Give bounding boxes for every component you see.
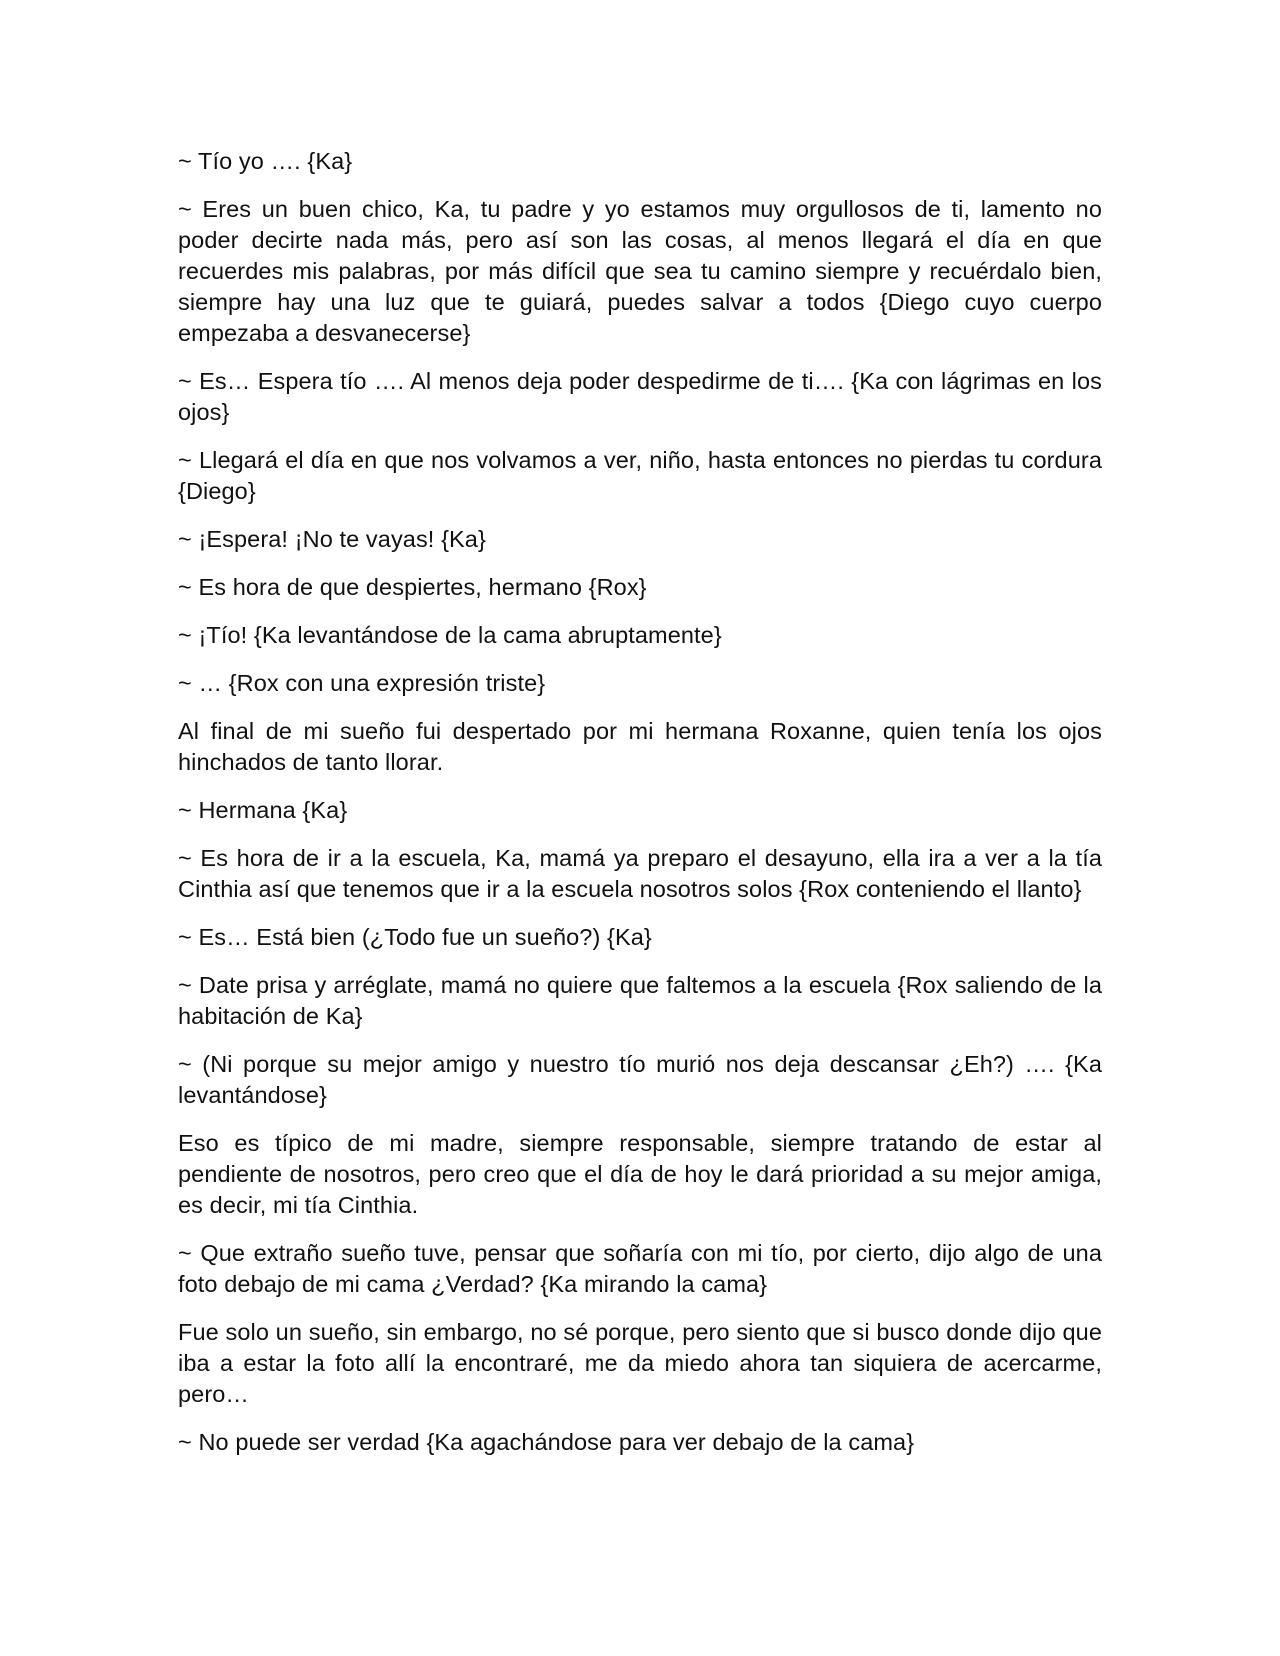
paragraph: ~ (Ni porque su mejor amigo y nuestro tío murió nos deja descansar ¿Eh?) …. {Ka levantándose} bbox=[178, 1051, 1102, 1108]
document-body bbox=[178, 146, 1102, 1475]
paragraph: ~ No puede ser verdad {Ka agachándose para ver debajo de la cama} bbox=[178, 1429, 915, 1455]
paragraph: ~ Es… Está bien (¿Todo fue un sueño?) {Ka} bbox=[178, 924, 652, 950]
paragraph: Fue solo un sueño, sin embargo, no sé porque, pero siento que si busco donde dijo que iba a estar la foto allí la encontraré, me da miedo ahora tan siquiera de acercarme, pero… bbox=[178, 1319, 1102, 1407]
paragraph: ~ ¡Espera! ¡No te vayas! {Ka} bbox=[178, 526, 486, 552]
paragraph: Al final de mi sueño fui despertado por mi hermana Roxanne, quien tenía los ojos hinchados de tanto llorar. bbox=[178, 718, 1102, 775]
paragraph: ~ Es… Espera tío …. Al menos deja poder despedirme de ti…. {Ka con lágrimas en los ojos} bbox=[178, 368, 1102, 425]
paragraph: ~ … {Rox con una expresión triste} bbox=[178, 670, 546, 696]
paragraph: ~ Que extraño sueño tuve, pensar que soñaría con mi tío, por cierto, dijo algo de una foto debajo de mi cama ¿Verdad? {Ka mirando la cama} bbox=[178, 1240, 1102, 1297]
paragraph: ~ Es hora de ir a la escuela, Ka, mamá ya preparo el desayuno, ella ira a ver a la tía Cinthia así que tenemos que ir a la escuela nosotros solos {Rox conteniendo el llanto} bbox=[178, 845, 1102, 902]
paragraph: ~ Eres un buen chico, Ka, tu padre y yo estamos muy orgullosos de ti, lamento no poder decirte nada más, pero así son las cosas, al menos llegará el día en que recuerdes mis palabras, por más difícil que sea tu camino siempre y recuérdalo bien, siempre hay una luz que te guiará, puedes salvar a todos {Diego cuyo cuerpo empezaba a desvanecerse} bbox=[178, 196, 1102, 346]
paragraph: ~ Llegará el día en que nos volvamos a ver, niño, hasta entonces no pierdas tu cordura {Diego} bbox=[178, 447, 1102, 504]
paragraph: ~ Es hora de que despiertes, hermano {Rox} bbox=[178, 574, 647, 600]
paragraph: ~ Hermana {Ka} bbox=[178, 797, 348, 823]
paragraph: ~ Tío yo …. {Ka} bbox=[178, 148, 353, 174]
paragraph: ~ ¡Tío! {Ka levantándose de la cama abruptamente} bbox=[178, 622, 722, 648]
paragraph: Eso es típico de mi madre, siempre responsable, siempre tratando de estar al pendiente de nosotros, pero creo que el día de hoy le dará prioridad a su mejor amiga, es decir, mi tía Cinthia. bbox=[178, 1130, 1102, 1218]
paragraph: ~ Date prisa y arréglate, mamá no quiere que faltemos a la escuela {Rox saliendo de la habitación de Ka} bbox=[178, 972, 1102, 1029]
